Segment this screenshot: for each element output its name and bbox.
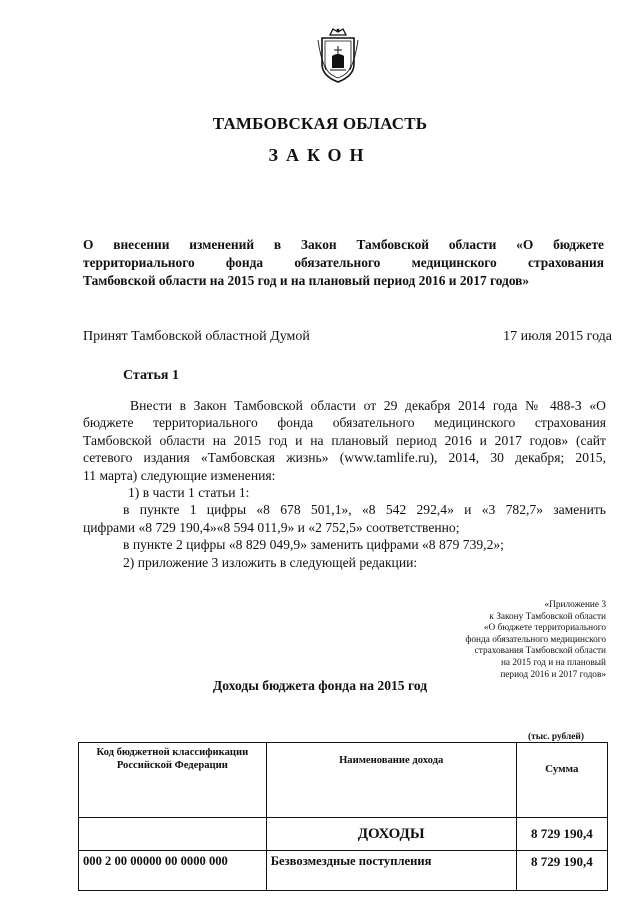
- text-line: 11 марта) следующие изменения:: [83, 467, 276, 483]
- coat-of-arms-icon: [316, 26, 360, 84]
- cell-code: [79, 818, 267, 851]
- text-line: в пункте 1 цифры «8 678 501,1», «8 542 292,4» и «3 782,7» заменить: [123, 502, 606, 518]
- adopting-body: Принят Тамбовской областной Думой: [83, 329, 310, 344]
- text-line: Тамбовской области на 2015 год и на плановый период 2016 и 2017 годов» (сайт: [83, 432, 606, 448]
- header-name: Наименование дохода: [266, 743, 516, 818]
- region-title: ТАМБОВСКАЯ ОБЛАСТЬ: [212, 114, 428, 133]
- text-line: Внести в Закон Тамбовской области от 29 декабря 2014 года № 488-З «О: [130, 398, 606, 413]
- table-row: [79, 818, 608, 851]
- cell-code: 000 2 00 00000 00 0000 000: [79, 851, 267, 891]
- table-header-row: [79, 743, 608, 818]
- law-name-line: Тамбовской области на 2015 год и на плановый период 2016 и 2017 годов»: [83, 273, 530, 288]
- appendix-line: «Приложение 3: [544, 600, 606, 610]
- text-line: 2) приложение 3 изложить в следующей редакции:: [123, 554, 418, 570]
- appendix-note: [390, 600, 606, 681]
- appendix-line: к Закону Тамбовской области: [489, 611, 606, 622]
- cell-sum: 8 729 190,4: [516, 851, 607, 891]
- law-heading: ЗАКОН: [268, 145, 372, 165]
- adoption-line: [83, 329, 612, 345]
- header-code: Код бюджетной классификации Российской Федерации: [79, 743, 267, 818]
- table-row: [79, 851, 608, 891]
- text-line: бюджете территориального фонда обязательного медицинского страхования: [83, 415, 606, 431]
- table-title: Доходы бюджета фонда на 2015 год: [212, 678, 428, 693]
- text-line: цифрами «8 729 190,4»«8 594 011,9» и «2 752,5» соответственно;: [83, 519, 460, 535]
- law-name: [83, 236, 604, 290]
- appendix-line: страхования Тамбовской области: [474, 646, 606, 657]
- appendix-line: на 2015 год и на плановый: [500, 657, 606, 668]
- law-name-line: территориального фонда обязательного медицинского страхования: [83, 255, 604, 270]
- table-units: (тыс. рублей): [528, 732, 584, 742]
- article-text: [83, 397, 606, 571]
- text-line: сетевого издания «Тамбовская жизнь» (www.tamlife.ru), 2014, 30 декабря; 2015,: [83, 450, 606, 466]
- appendix-line: «О бюджете территориального: [483, 623, 606, 634]
- text-line: 1) в части 1 статьи 1:: [128, 485, 250, 501]
- cell-sum: 8 729 190,4: [516, 818, 607, 851]
- appendix-line: фонда обязательного медицинского: [465, 634, 606, 645]
- appendix-line: период 2016 и 2017 годов»: [500, 669, 606, 680]
- header-sum: Сумма: [516, 743, 607, 818]
- law-name-line: О внесении изменений в Закон Тамбовской области «О бюджете: [83, 237, 604, 252]
- text-line: в пункте 2 цифры «8 829 049,9» заменить цифрами «8 879 739,2»;: [123, 537, 504, 553]
- adoption-date: 17 июля 2015 года: [503, 329, 612, 344]
- article-title: Статья 1: [123, 368, 179, 383]
- cell-name: ДОХОДЫ: [266, 818, 516, 851]
- cell-name: Безвозмездные поступления: [266, 851, 516, 891]
- income-table: [78, 742, 608, 891]
